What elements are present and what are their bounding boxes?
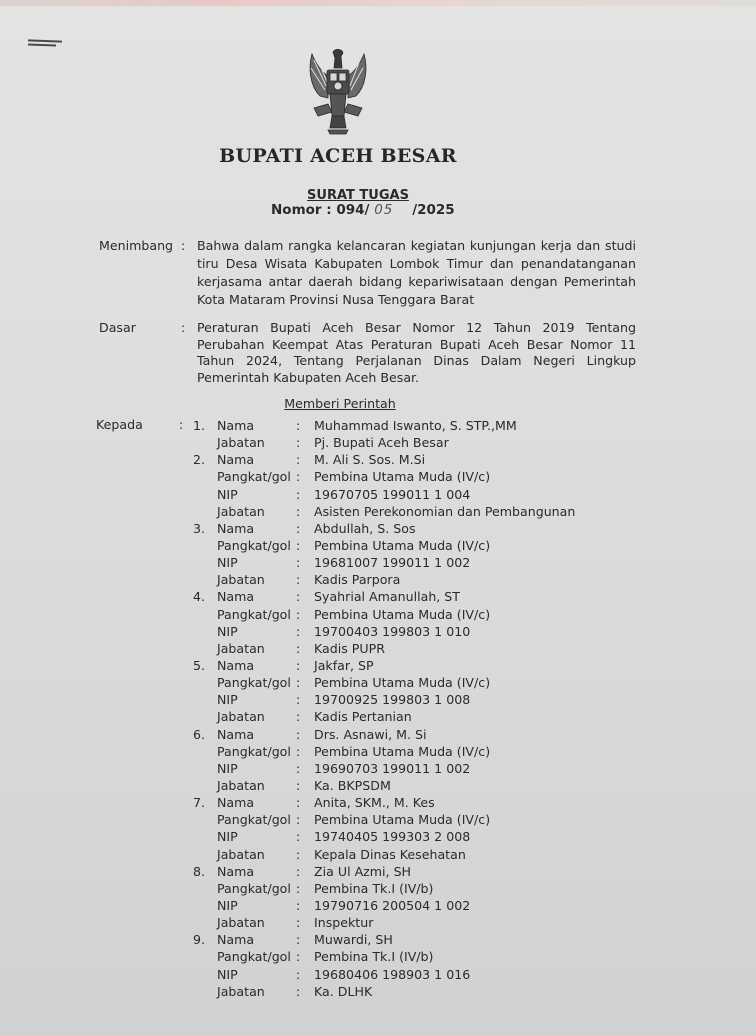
nomor-handwritten: 05 [374,202,394,218]
person-nip: 19740405 199303 2 008 [314,829,471,845]
person-nip: 19680406 198903 1 016 [314,966,471,982]
person-name: Zia Ul Azmi, SH [314,863,412,879]
dasar-label: Dasar [99,320,136,335]
kepada-colon: : [179,417,184,432]
person-name: Jakfar, SP [314,657,374,673]
list-item-row: 5. Nama : Jakfar, SP [193,657,374,673]
list-item-row: NIP : 19680406 198903 1 016 [217,966,471,982]
person-position: Ka. BKPSDM [314,777,391,793]
list-item-row: Pangkat/gol : Pembina Tk.I (IV/b) [217,949,434,965]
person-rank: Pembina Tk.I (IV/b) [314,880,434,896]
list-item-row: 6. Nama : Drs. Asnawi, M. Si [193,726,427,742]
person-nip: 19700403 199803 1 010 [314,623,471,639]
person-name: Drs. Asnawi, M. Si [314,726,427,742]
person-nip: 19670705 199011 1 004 [314,486,471,502]
list-item-row: 2. Nama : M. Ali S. Sos. M.Si [193,452,426,468]
page-top-edge [0,0,756,6]
page-title: BUPATI ACEH BESAR [219,145,457,167]
list-item-row: Pangkat/gol : Pembina Utama Muda (IV/c) [217,743,491,759]
person-rank: Pembina Utama Muda (IV/c) [314,675,491,691]
kepada-label: Kepada [96,417,143,432]
person-name: Muwardi, SH [314,932,393,948]
list-item-row: Pangkat/gol : Pembina Tk.I (IV/b) [217,880,434,896]
list-item-row: Jabatan : Asisten Perekonomian dan Pembangunan [217,503,576,519]
person-name: Syahrial Amanullah, ST [314,589,460,605]
list-item-row: 7. Nama : Anita, SKM., M. Kes [193,795,435,811]
list-item-row: Pangkat/gol : Pembina Utama Muda (IV/c) [217,812,491,828]
list-item-row: NIP : 19700403 199803 1 010 [217,623,471,639]
person-rank: Pembina Utama Muda (IV/c) [314,606,491,622]
list-item-row: Pangkat/gol : Pembina Utama Muda (IV/c) [217,675,491,691]
list-item-row: NIP : 19690703 199011 1 002 [217,760,471,776]
list-item-row: Pangkat/gol : Pembina Utama Muda (IV/c) [217,469,491,485]
person-rank: Pembina Utama Muda (IV/c) [314,812,491,828]
document-number [271,202,455,218]
list-item-row: 4. Nama : Syahrial Amanullah, ST [193,589,460,605]
person-name: Muhammad Iswanto, S. STP.,MM [314,418,517,433]
person-position: Asisten Perekonomian dan Pembangunan [314,503,576,519]
list-item-row: Jabatan : Pj. Bupati Aceh Besar [217,435,449,451]
nomor-suffix: /2025 [412,202,455,218]
person-name: Abdullah, S. Sos [314,520,416,536]
list-item-row: 8. Nama : Zia Ul Azmi, SH [193,863,412,879]
list-item-row: Jabatan : Ka. DLHK [217,983,373,999]
list-item-row: Jabatan : Kadis Pertanian [217,709,412,725]
person-rank: Pembina Utama Muda (IV/c) [314,537,491,553]
document-type: SURAT TUGAS [307,188,409,203]
person-nip: 19790716 200504 1 002 [314,897,471,913]
person-position: Kadis PUPR [314,640,385,656]
person-name: M. Ali S. Sos. M.Si [314,452,426,468]
menimbang-colon: : [181,238,186,253]
person-position: Inspektur [314,915,374,931]
list-item-row: NIP : 19740405 199303 2 008 [217,829,471,845]
list-item-row: NIP : 19681007 199011 1 002 [217,555,471,571]
person-nip: 19681007 199011 1 002 [314,555,471,571]
list-item-row: Jabatan : Kepala Dinas Kesehatan [217,846,466,862]
person-nip: 19700925 199803 1 008 [314,692,471,708]
menimbang-label: Menimbang [99,238,174,253]
list-item-row: Jabatan : Kadis PUPR [217,640,385,656]
person-position: Kepala Dinas Kesehatan [314,846,466,862]
list-item-row: Jabatan : Kadis Parpora [217,572,401,588]
person-rank: Pembina Tk.I (IV/b) [314,949,434,965]
list-item-row: 9. Nama : Muwardi, SH [193,932,393,948]
memberi-perintah-heading: Memberi Perintah [284,396,396,411]
person-rank: Pembina Utama Muda (IV/c) [314,743,491,759]
menimbang-text: Bahwa dalam rangka kelancaran kegiatan kunjungan kerja dan studi tiru Desa Wisata Kabupaten Lombok Timur dan penandatanganan kerjasama antar daerah bidang kepariwisataan dengan Pemerintah Kota Mataram Provinsi Nusa Tenggara Barat [197,238,636,307]
person-position: Pj. Bupati Aceh Besar [314,435,449,451]
pen-mark [28,40,62,45]
list-item-row: NIP : 19670705 199011 1 004 [217,486,471,502]
list-item-row: Jabatan : Ka. BKPSDM [217,777,391,793]
dasar-colon: : [181,320,186,335]
list-item-row: Pangkat/gol : Pembina Utama Muda (IV/c) [217,537,491,553]
list-item-row: Pangkat/gol : Pembina Utama Muda (IV/c) [217,606,491,622]
list-item-row: 1. Nama : Muhammad Iswanto, S. STP.,MM [193,418,517,433]
person-position: Kadis Pertanian [314,709,412,725]
list-item-row: NIP : 19700925 199803 1 008 [217,692,471,708]
person-name: Anita, SKM., M. Kes [314,795,435,811]
person-position: Ka. DLHK [314,983,373,999]
list-item-row: NIP : 19790716 200504 1 002 [217,897,471,913]
person-rank: Pembina Utama Muda (IV/c) [314,469,491,485]
person-nip: 19690703 199011 1 002 [314,760,471,776]
list-item-row: Jabatan : Inspektur [217,915,374,931]
list-item-row: 3. Nama : Abdullah, S. Sos [193,520,416,536]
nomor-label: Nomor : 094/ [271,202,370,218]
garuda-emblem-icon [306,46,370,138]
person-position: Kadis Parpora [314,572,401,588]
assignee-list [0,417,756,1000]
dasar-text: Peraturan Bupati Aceh Besar Nomor 12 Tahun 2019 Tentang Perubahan Keempat Atas Peraturan Bupati Aceh Besar Nomor 11 Tahun 2024, Tentang Perjalanan Dinas Dalam Negeri Lingkup Pemerintah Kabupaten Aceh Besar. [197,320,636,385]
